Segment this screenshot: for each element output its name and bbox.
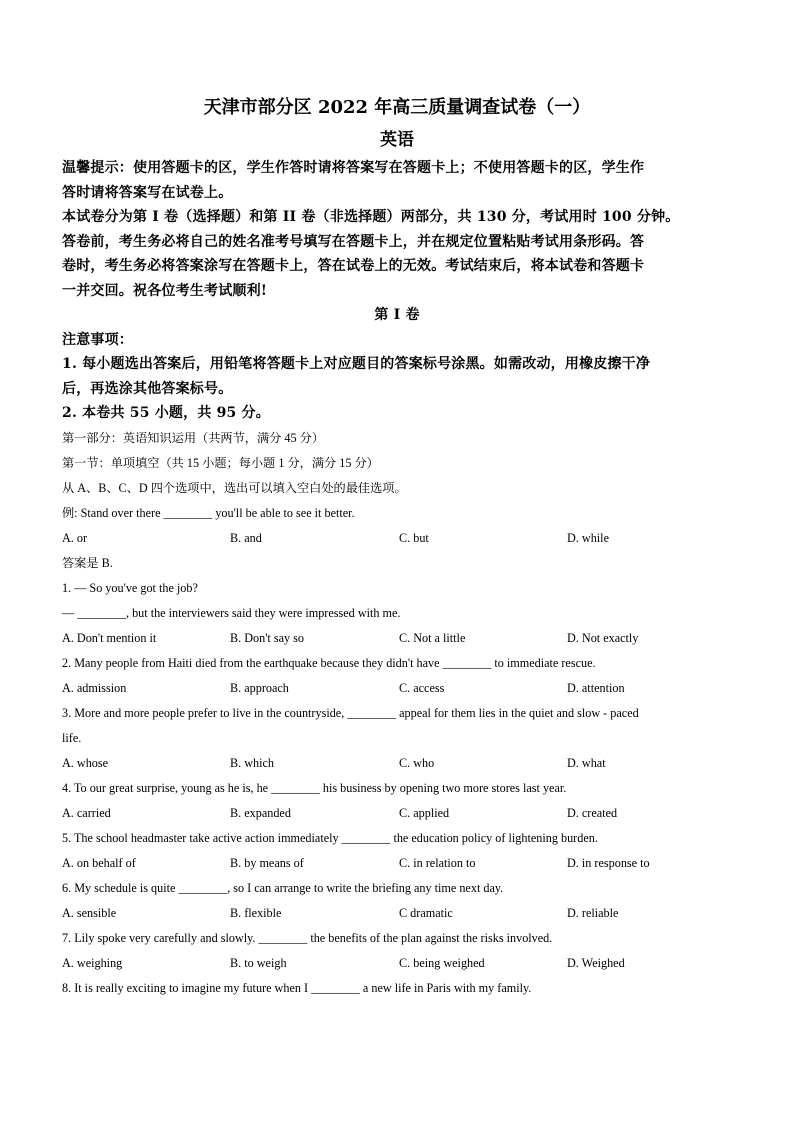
option-b: B. by means of bbox=[230, 855, 304, 870]
subject-title: 英语 bbox=[380, 130, 414, 150]
option-a: A. or bbox=[62, 530, 88, 545]
option-d: D. Not exactly bbox=[567, 630, 639, 645]
note-line: 2. 本卷共 55 小题，共 95 分。 bbox=[62, 405, 270, 421]
option-c: C. Not a little bbox=[399, 630, 466, 645]
question-stem: 5. The school headmaster take active action immediately ________ the education policy of lightening burden. bbox=[62, 830, 598, 845]
option-b: B. and bbox=[230, 530, 262, 545]
intro-line: 一并交回。祝各位考生考试顺利! bbox=[62, 282, 268, 299]
question-stem: 8. It is really exciting to imagine my future when I ________ a new life in Paris with my family. bbox=[62, 980, 532, 995]
option-a: A. weighing bbox=[62, 955, 123, 970]
option-b: B. Don't say so bbox=[230, 630, 304, 645]
option-d: D. in response to bbox=[567, 855, 650, 870]
question-stem: 3. More and more people prefer to live in the countryside, ________ appeal for them lies in the quiet and slow - paced bbox=[62, 705, 639, 720]
question-options bbox=[62, 801, 732, 826]
option-a: A. sensible bbox=[62, 905, 117, 920]
option-b: B. approach bbox=[230, 680, 289, 695]
option-c: C. in relation to bbox=[399, 855, 476, 870]
option-c: C dramatic bbox=[399, 905, 453, 920]
intro-line: 本试卷分为第 I 卷（选择题）和第 II 卷（非选择题）两部分，共 130 分，考试用时 100 分钟。 bbox=[62, 209, 680, 225]
option-d: D. reliable bbox=[567, 905, 619, 920]
option-a: A. on behalf of bbox=[62, 855, 136, 870]
question-stem: life. bbox=[62, 730, 82, 745]
volume-title: 第 I 卷 bbox=[374, 307, 420, 323]
option-a: A. Don't mention it bbox=[62, 630, 157, 645]
option-d: D. attention bbox=[567, 680, 625, 695]
example-options bbox=[62, 526, 732, 551]
option-b: B. to weigh bbox=[230, 955, 287, 970]
intro-line: 答卷前，考生务必将自己的姓名准考号填写在答题卡上，并在规定位置粘贴考试用条形码。答 bbox=[62, 233, 645, 250]
option-c: C. access bbox=[399, 680, 445, 695]
option-d: D. created bbox=[567, 805, 618, 820]
option-d: D. Weighed bbox=[567, 955, 625, 970]
subsection-heading: 第一节：单项填空（共 15 小题；每小题 1 分，满分 15 分） bbox=[62, 455, 379, 470]
option-a: A. admission bbox=[62, 680, 127, 695]
question-options bbox=[62, 676, 732, 701]
option-b: B. expanded bbox=[230, 805, 291, 820]
part-heading: 第一部分：英语知识运用（共两节，满分 45 分） bbox=[62, 430, 325, 445]
intro-line: 卷时，考生务必将答案涂写在答题卡上，答在试卷上的无效。考试结束后，将本试卷和答题卡 bbox=[62, 258, 645, 274]
option-d: D. what bbox=[567, 755, 606, 770]
exam-page bbox=[62, 96, 732, 1001]
question-options bbox=[62, 951, 732, 976]
question-stem: 2. Many people from Haiti died from the earthquake because they didn't have ________ to immediate rescue. bbox=[62, 655, 596, 670]
option-c: C. but bbox=[399, 530, 429, 545]
note-line: 后，再选涂其他答案标号。 bbox=[62, 380, 233, 397]
option-b: B. flexible bbox=[230, 905, 282, 920]
question-options bbox=[62, 751, 732, 776]
question-stem: — ________, but the interviewers said they were impressed with me. bbox=[62, 605, 401, 620]
option-d: D. while bbox=[567, 530, 609, 545]
question-stem: 7. Lily spoke very carefully and slowly. ________ the benefits of the plan against the risks involved. bbox=[62, 930, 553, 945]
tip-line: 答时请将答案写在试卷上。 bbox=[62, 184, 233, 201]
option-b: B. which bbox=[230, 755, 275, 770]
exam-title: 天津市部分区 2022 年高三质量调查试卷（一） bbox=[203, 97, 591, 118]
instruction: 从 A、B、C、D 四个选项中，选出可以填入空白处的最佳选项。 bbox=[62, 480, 407, 495]
question-stem: 6. My schedule is quite ________, so I can arrange to write the briefing any time next day. bbox=[62, 880, 504, 895]
notes-heading: 注意事项： bbox=[62, 331, 133, 348]
note-line: 1. 每小题选出答案后，用铅笔将答题卡上对应题目的答案标号涂黑。如需改动，用橡皮擦干净 bbox=[62, 356, 651, 372]
question-stem: 1. — So you've got the job? bbox=[62, 580, 198, 595]
question-options bbox=[62, 851, 732, 876]
example-answer: 答案是 B. bbox=[62, 555, 113, 570]
option-c: C. who bbox=[399, 755, 435, 770]
question-stem: 4. To our great surprise, young as he is, he ________ his business by opening two more stores last year. bbox=[62, 780, 567, 795]
question-options bbox=[62, 901, 732, 926]
option-a: A. carried bbox=[62, 805, 111, 820]
tip-line: 温馨提示：使用答题卡的区，学生作答时请将答案写在答题卡上；不使用答题卡的区，学生作 bbox=[62, 160, 645, 176]
example-stem: 例: Stand over there ________ you'll be able to see it better. bbox=[62, 505, 355, 520]
option-c: C. being weighed bbox=[399, 955, 485, 970]
option-c: C. applied bbox=[399, 805, 450, 820]
question-options bbox=[62, 626, 732, 651]
option-a: A. whose bbox=[62, 755, 109, 770]
